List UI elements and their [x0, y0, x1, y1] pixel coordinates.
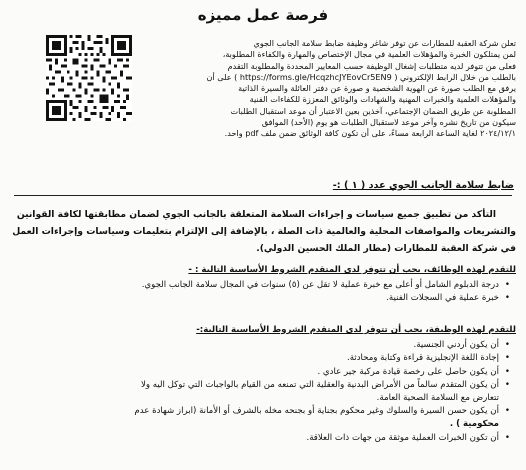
- conditions-list: [12, 339, 516, 445]
- intro-paragraph: [142, 38, 516, 140]
- list-item: • أن يكون أردني الجنسية.: [12, 339, 499, 352]
- section-heading: ضابط سلامة الجانب الجوي عدد ( ١ ) :-: [332, 180, 514, 191]
- job-description: [12, 206, 516, 258]
- list-item-continuation: تتعارض مع السلامة الصحية العامة.: [376, 393, 499, 404]
- conditions-heading: للتقدم لهذه الوظيفة، يجب أن تتوفر لدى المتقدم الشروط الأساسية التالية:-: [196, 325, 516, 335]
- list-item-continuation: محكومية ) .: [449, 419, 499, 430]
- list-item: • أن يكون حسن السيرة والسلوك وغير محكوم بجناية أو بجنحه مخله بالشرف أو الأمانة (ابراز شهادة عدم: [12, 405, 499, 418]
- list-item: • أن تكون الخبرات العملية موثقة من جهات ذات العلاقة.: [12, 432, 499, 445]
- job-description-line: التأكد من تطبيق جميع سياسات و إجراءات السلامة المتعلقة بالجانب الجوي لضمان مطابقتها لكافة القوانين: [16, 209, 496, 220]
- requirements-section: [12, 264, 516, 306]
- list-item: • أن يكون حاصل على رخصة قيادة مركبة جير عادي .: [12, 366, 499, 379]
- intro-line-link[interactable]: بالطلب من خلال الرابط الإلكتروني ( https://forms.gle/HcqzhcJYEovCr5EN9 ) على أن: [206, 71, 516, 82]
- job-description-line: في شركة العقبة للمطارات (مطار الملك الحسين الدولي).: [256, 243, 516, 255]
- page-title: فرصة عمل مميزه: [197, 6, 329, 24]
- list-item: • إجادة اللغة الإنجليزية قراءة وكتابة ومحادثة.: [12, 352, 499, 365]
- intro-line: لمن يمتلكون الخبرة والمؤهلات العلمية في مجال الإختصاص والمهارة والكفاءة المطلوبة،: [222, 49, 516, 60]
- divider: [14, 195, 512, 196]
- qr-code-icon[interactable]: [46, 35, 132, 121]
- requirements-heading: للتقدم لهذه الوظائف، يجب أن تتوفر لدى المتقدم الشروط الأساسية التالية : -: [188, 265, 516, 275]
- intro-line: يرفق مع الطلب صورة عن الهوية الشخصية و صورة عن دفتر العائلة والسيرة الذاتية: [238, 83, 516, 94]
- intro-line: ٢٠٢٤/١٢/١ لغاية الساعة الرابعة مساءً، على أن تكون كافة الوثائق ضمن ملف pdf واحد.: [224, 128, 516, 139]
- conditions-section: [12, 324, 516, 445]
- intro-line: فعلى من تتوفر لديه متطلبات إشغال الوظيفة حسب المعايير المحددة والمطلوبة التقدم: [227, 60, 516, 71]
- list-item: • درجة الدبلوم الشامل أو أعلى مع خبرة عملية لا تقل عن (٥) سنوات في المجال سلامة الجانب الجوي.: [12, 279, 499, 292]
- list-item: • أن يكون المتقدم سالماً من الأمراض البدنية والعقلية التي تمنعه من القيام بالواجبات التي توكل اليه ولا: [12, 379, 499, 392]
- intro-line: والمؤهلات العلمية والخبرات المهنية والشهادات والوثائق المعززة للكفاءات الفنية: [249, 94, 516, 105]
- job-description-line: والتشريعات والمواصفات المحلية والعالمية ذات الصلة ، بالإضافة إلى الإلتزام بتعليمات وسياسات وإجراءات العمل: [12, 226, 516, 238]
- requirements-list: [12, 279, 516, 305]
- list-item: • خبرة عملية في السجلات الفنية.: [12, 292, 499, 305]
- intro-line: المطلوبة عن طريق الضمان الإجتماعي، آخذين بعين الاعتبار أن موعد استقبال الطلبات: [230, 105, 516, 116]
- intro-line: تعلن شركة العقبة للمطارات عن توفر شاغر وظيفة ضابط سلامة الجانب الجوي: [253, 38, 516, 48]
- intro-line: سيكون من تاريخ نشره وآخر موعد لاستقبال الطلبات هو يوم (الأحد) الموافق: [261, 117, 516, 128]
